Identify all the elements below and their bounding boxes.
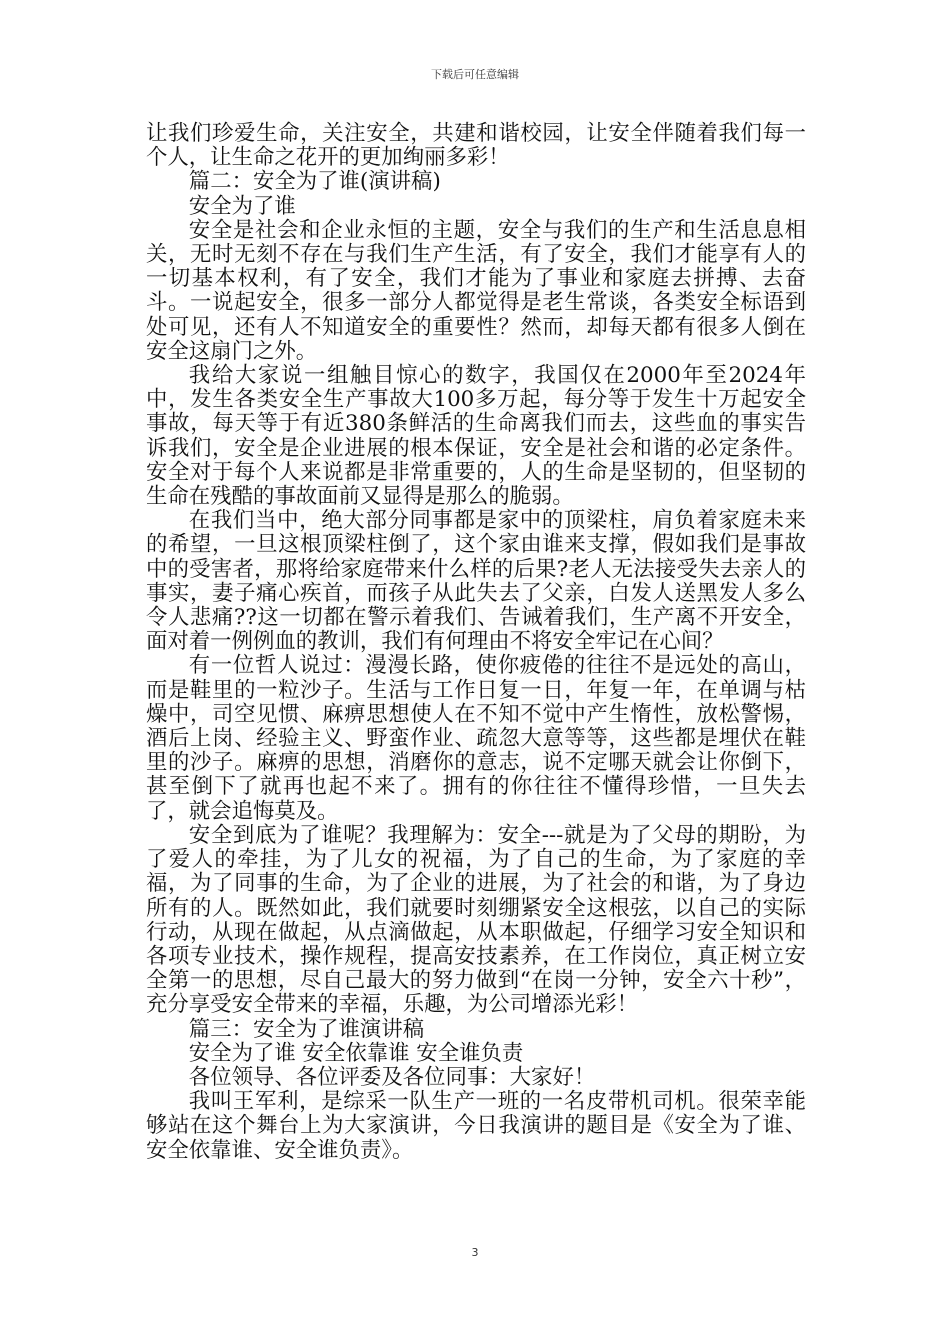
speech-title-3: 安全为了谁 安全依靠谁 安全谁负责: [188, 1040, 524, 1066]
paragraph: 有一位哲人说过：漫漫长路，使你疲倦的往往不是远处的高山，而是鞋里的一粒沙子。生活与工作日复一日，年复一年，在单调与枯燥中，司空见惯、麻痹思想使人在不知不觉中产生惰性，放松警惕，酒后上岗、经验主义、野蛮作业、疏忽大意等等，这些都是埋伏在鞋里的沙子。麻痹的思想，消磨你的意志，说不定哪天就会让你倒下，甚至倒下了就再也起不来了。拥有的你往往不懂得珍惜，一旦失去了，就会追悔莫及。: [146, 653, 806, 824]
section-heading-2: 篇二：安全为了谁(演讲稿): [188, 169, 441, 195]
greeting: 各位领导、各位评委及各位同事：大家好！: [188, 1064, 596, 1090]
paragraph: 我给大家说一组触目惊心的数字，我国仅在2000年至2024年中，发生各类安全生产事故大100多万起，每分等于发生十万起安全事故，每天等于有近380条鲜活的生命离我们而去，这些血的事实告诉我们，安全是企业进展的根本保证，安全是社会和谐的必定条件。安全对于每个人来说都是非常重要的，人的生命是坚韧的，但坚韧的生命在残酷的事故面前又显得是那么的脆弱。: [146, 363, 806, 510]
paragraph: 在我们当中，绝大部分同事都是家中的顶梁柱，肩负着家庭未来的希望，一旦这根顶梁柱倒了，这个家由谁来支撑，假如我们是事故中的受害者，那将给家庭带来什么样的后果?老人无法接受失去亲人的事实，妻子痛心疾首，而孩子从此失去了父亲，白发人送黑发人多么令人悲痛??这一切都在警示着我们、告诫着我们，生产离不开安全，面对着一例例血的教训，我们有何理由不将安全牢记在心间？: [146, 508, 806, 655]
paragraph: 安全是社会和企业永恒的主题，安全与我们的生产和生活息息相关，无时无刻不存在与我们生产生活，有了安全，我们才能享有人的一切基本权利，有了安全，我们才能为了事业和家庭去拼搏、去奋斗。一说起安全，很多一部分人都觉得是老生常谈，各类安全标语到处可见，还有人不知道安全的重要性？然而，却每天都有很多人倒在安全这扇门之外。: [146, 217, 806, 364]
document-body: [146, 122, 806, 1163]
paragraph-closing-line: 让我们珍爱生命，关注安全，共建和谐校园，让安全伴随着我们每一个人，让生命之花开的更加绚丽多彩！: [146, 121, 806, 171]
section-heading-3: 篇三：安全为了谁演讲稿: [188, 1016, 425, 1042]
speech-title-2: 安全为了谁: [188, 193, 296, 219]
paragraph: 我叫王军利，是综采一队生产一班的一名皮带机司机。很荣幸能够站在这个舞台上为大家演讲，今日我演讲的题目是《安全为了谁、安全依靠谁、安全谁负责》。: [146, 1089, 806, 1163]
page-number: 3: [471, 1246, 479, 1259]
paragraph: 安全到底为了谁呢？我理解为：安全---就是为了父母的期盼，为了爱人的牵挂，为了儿女的祝福，为了自己的生命，为了家庭的幸福，为了同事的生命，为了企业的进展，为了社会的和谐，为了身边所有的人。既然如此，我们就要时刻绷紧安全这根弦，以自己的实际行动，从现在做起，从点滴做起，从本职做起，仔细学习安全知识和各项专业技术，操作规程，提高安技素养，在工作岗位，真正树立安全第一的思想，尽自己最大的努力做到“在岗一分钟，安全六十秒”，充分享受安全带来的幸福，乐趣，为公司增添光彩！: [146, 822, 806, 1018]
page-header: 下载后可任意编辑: [431, 68, 519, 81]
